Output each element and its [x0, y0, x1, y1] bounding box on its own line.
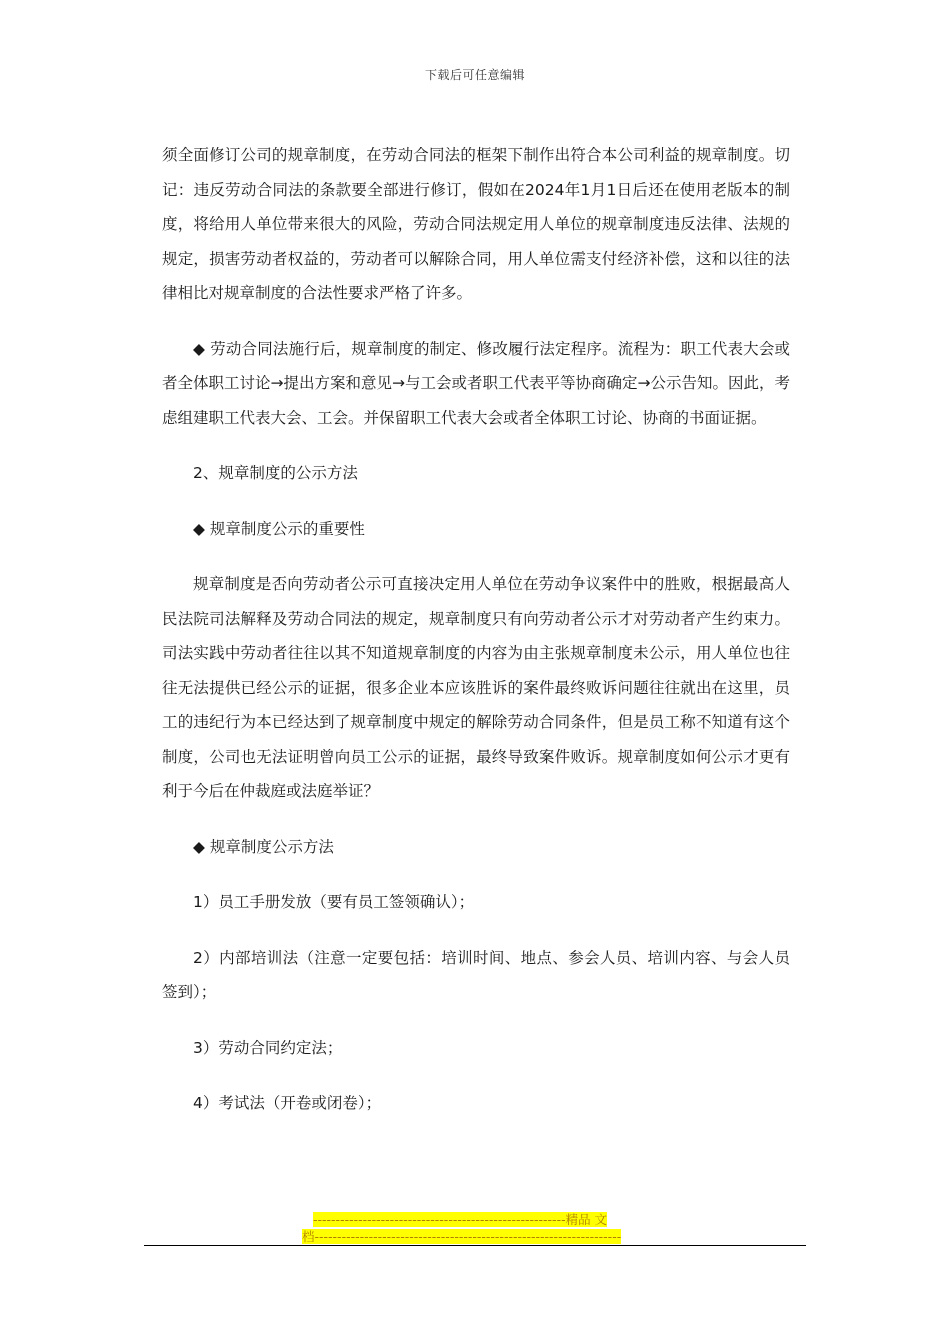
footer-banner-line-1: --------------------------------------------------------精品 文 [313, 1212, 608, 1227]
page-header: 下载后可任意编辑 [424, 68, 525, 82]
footer-banner-line-2: 档-------------------------------------------------------------------- [302, 1229, 622, 1244]
document-body [162, 138, 790, 1142]
paragraph-legal-procedure: ◆ 劳动合同法施行后，规章制度的制定、修改履行法定程序。流程为：职工代表大会或者全体职工讨论→提出方案和意见→与工会或者职工代表平等协商确定→公示告知。因此，考虑组建职工代表大会、工会。并保留职工代表大会或者全体职工讨论、协商的书面证据。 [162, 339, 790, 427]
footer-divider [144, 1245, 806, 1246]
paragraph-regulation-revision: 须全面修订公司的规章制度，在劳动合同法的框架下制作出符合本公司利益的规章制度。切记：违反劳动合同法的条款要全部进行修订，假如在2024年1月1日后还在使用老版本的制度，将给用人单位带来很大的风险，劳动合同法规定用人单位的规章制度违反法律、法规的规定，损害劳动者权益的，劳动者可以解除合同，用人单位需支付经济补偿，这和以往的法律相比对规章制度的合法性要求严格了许多。 [162, 146, 790, 302]
paragraph-publication-importance: 规章制度是否向劳动者公示可直接决定用人单位在劳动争议案件中的胜败，根据最高人民法院司法解释及劳动合同法的规定，规章制度只有向劳动者公示才对劳动者产生约束力。司法实践中劳动者往往以其不知道规章制度的内容为由主张规章制度未公示，用人单位也往往无法提供已经公示的证据，很多企业本应该胜诉的案件最终败诉问题往往就出在这里，员工的违纪行为本已经达到了规章制度中规定的解除劳动合同条件，但是员工称不知道有这个制度，公司也无法证明曾向员工公示的证据，最终导致案件败诉。规章制度如何公示才更有利于今后在仲裁庭或法庭举证？ [162, 575, 790, 800]
footer-watermark-banner [302, 1211, 652, 1245]
list-item-labor-contract: 3）劳动合同约定法； [193, 1038, 343, 1057]
subheading-publication-methods: ◆ 规章制度公示方法 [193, 837, 334, 856]
list-item-employee-handbook: 1）员工手册发放（要有员工签领确认）； [193, 893, 475, 911]
list-item-internal-training: 2）内部培训法（注意一定要包括：培训时间、地点、参会人员、培训内容、与会人员签到）； [162, 948, 790, 1001]
section-heading-publication-methods: 2、规章制度的公示方法 [193, 464, 358, 482]
subheading-publication-importance: ◆ 规章制度公示的重要性 [193, 519, 365, 538]
list-item-exam-method: 4）考试法（开卷或闭卷）； [193, 1094, 382, 1112]
